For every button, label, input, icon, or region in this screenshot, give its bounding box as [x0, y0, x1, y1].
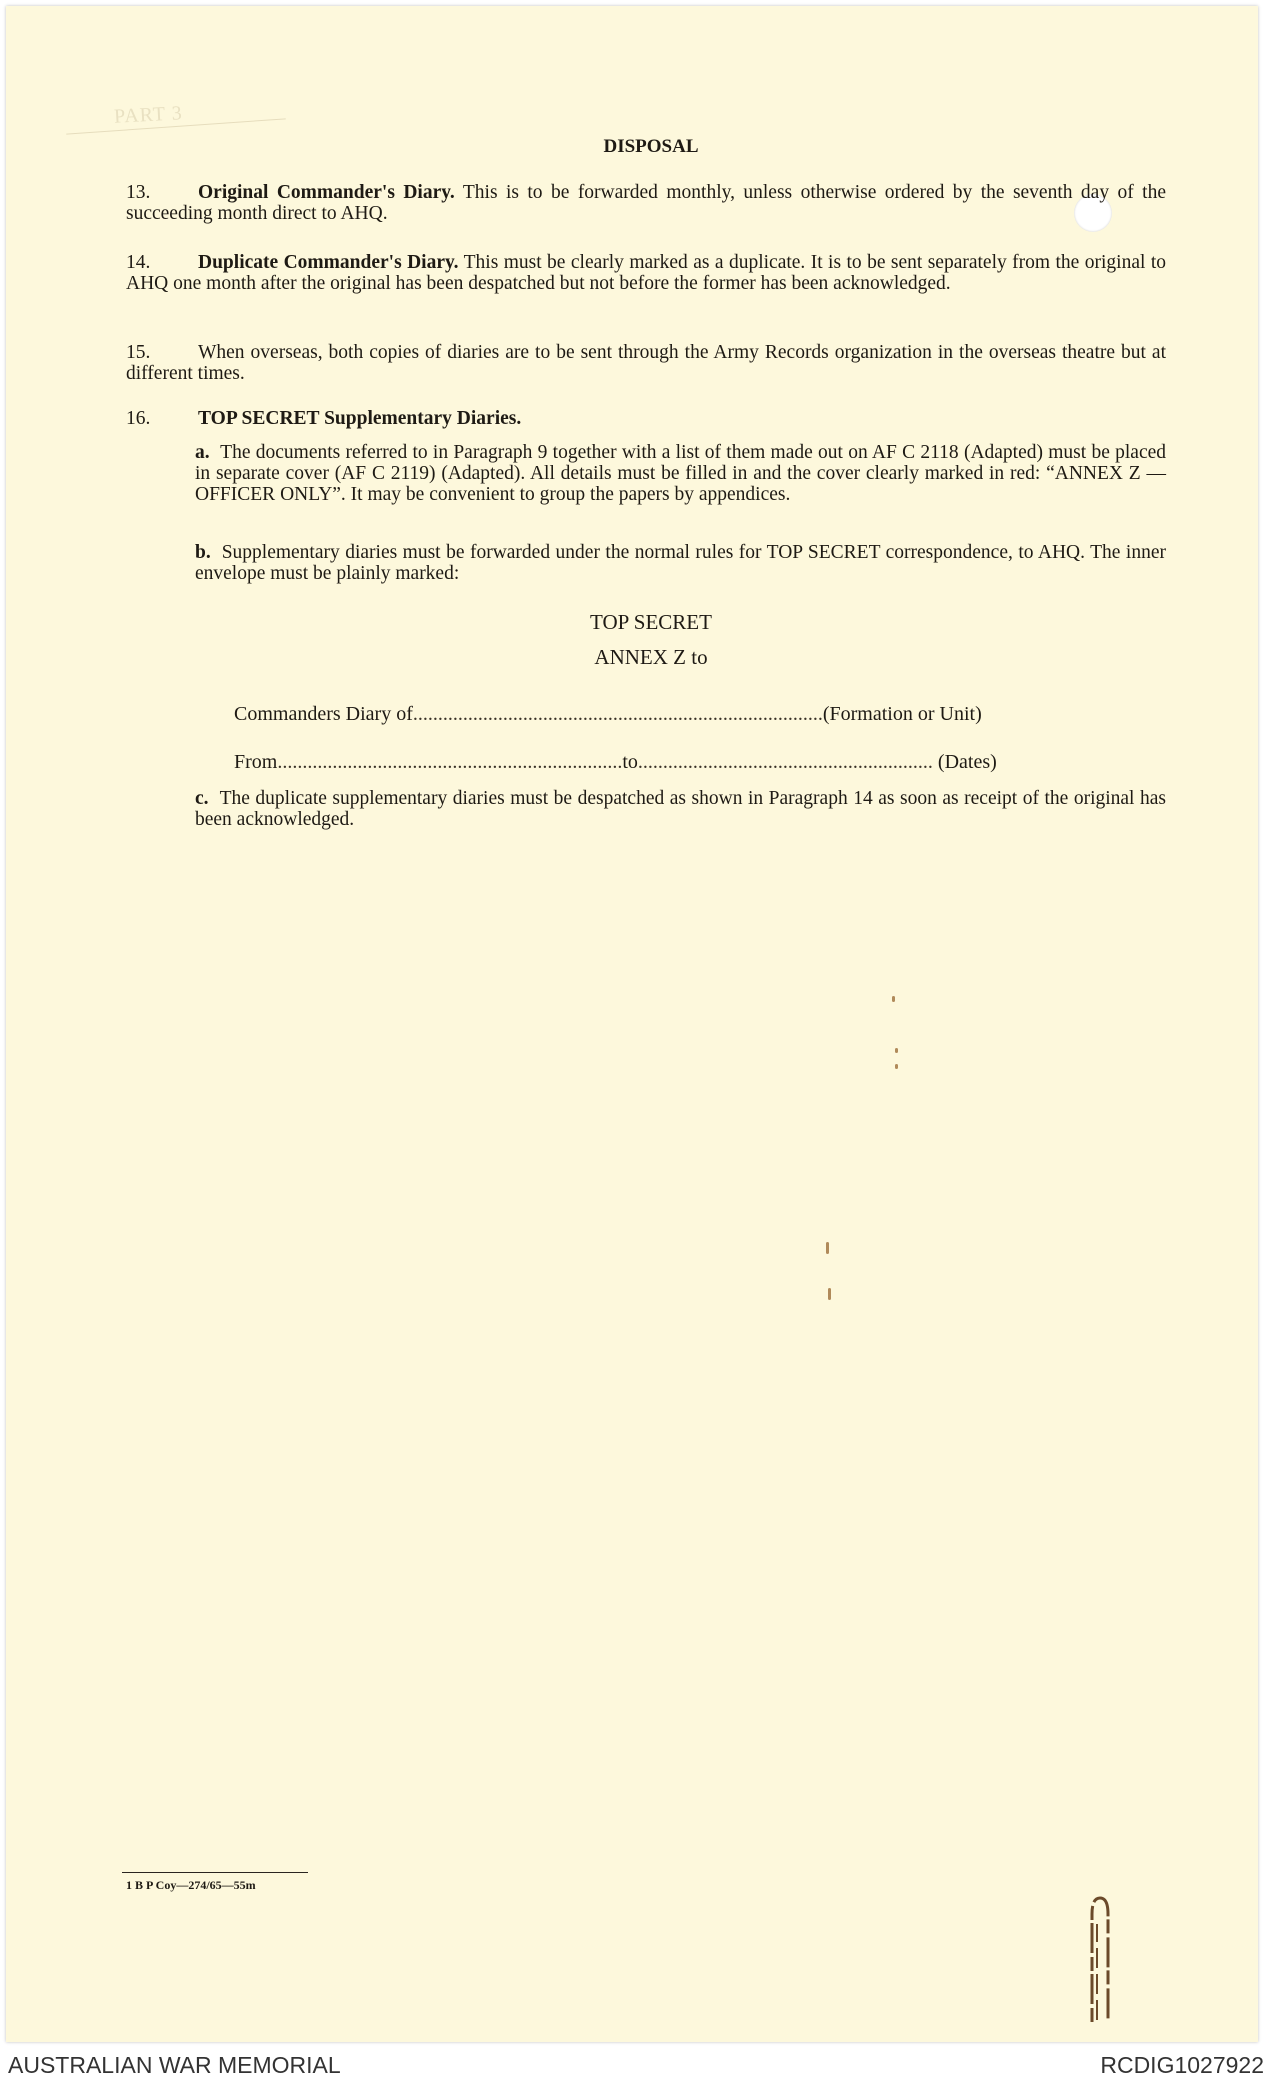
form-diary-label: Commanders Diary of: [234, 703, 413, 725]
paragraph-text: When overseas, both copies of diaries are to be sent through the Army Records organization in the overseas theatre but at different times.: [126, 342, 1166, 384]
subparagraph-a: [195, 442, 1166, 505]
paragraph-title: TOP SECRET Supplementary Diaries.: [198, 408, 522, 429]
paragraph-text: This must be clearly marked as a duplicate. It is to be sent separately from the original to AHQ one month after the original has been despatched but not before the former has been acknowledged.: [126, 252, 1166, 294]
paragraph-number: 15.: [126, 342, 151, 363]
form-line-diary: [234, 703, 1064, 726]
foxing-spot: [826, 1242, 829, 1254]
paragraph-number: 16.: [126, 408, 151, 429]
form-to-label: to: [622, 751, 638, 773]
paragraph-15: [126, 342, 1166, 384]
subparagraph-text: The duplicate supplementary diaries must be despatched as shown in Paragraph 14 as soon as receipt of the original has been acknowledged.: [195, 788, 1166, 830]
marking-top-secret: TOP SECRET: [590, 610, 712, 634]
subparagraph-b: [195, 542, 1166, 584]
paragraph-14: [126, 252, 1166, 294]
foxing-spot: [895, 1048, 898, 1053]
foxing-spot: [892, 996, 895, 1002]
foxing-spot: [895, 1064, 898, 1069]
paragraph-text: This is to be forwarded monthly, unless otherwise ordered by the seventh day of the succeeding month direct to AHQ.: [126, 182, 1166, 224]
subparagraph-text: Supplementary diaries must be forwarded under the normal rules for TOP SECRET correspondence, to AHQ. The inner envelope must be plainly marked:: [195, 542, 1166, 584]
form-dates-suffix: (Dates): [937, 751, 997, 773]
fill-in-dots: ..................................................................................: [412, 703, 823, 725]
subparagraph-text: The documents referred to in Paragraph 9 together with a list of them made out on AF C 2118 (Adapted) must be placed in separate cover (AF C 2119) (Adapted). All details must be filled in and the cover clearly marked in red: “ANNEX Z — OFFICER ONLY”. It may be convenient to group the papers by appendices.: [195, 442, 1167, 505]
paragraph-16: [126, 408, 1166, 429]
paragraph-number: 14.: [126, 252, 151, 273]
form-diary-suffix: (Formation or Unit): [822, 703, 982, 725]
credit-catalogue-id: RCDIG1027922: [1100, 2052, 1264, 2078]
footer-rule: [122, 1872, 308, 1873]
form-from-label: From: [234, 751, 278, 773]
paragraph-title: Original Commander's Diary.: [198, 182, 455, 203]
marking-annex-z: ANNEX Z to: [594, 645, 708, 669]
credit-institution: AUSTRALIAN WAR MEMORIAL: [8, 2052, 341, 2078]
fill-in-dots: ...........................................................: [637, 751, 933, 773]
fill-in-dots: .....................................................................: [277, 751, 623, 773]
paragraph-title: Duplicate Commander's Diary.: [198, 252, 459, 273]
subparagraph-label: b.: [195, 542, 211, 563]
paragraph-13: [126, 182, 1166, 224]
document-page: [6, 6, 1258, 2042]
faint-part-header: PART 3: [113, 102, 184, 128]
subparagraph-label: a.: [195, 442, 210, 463]
foxing-spot: [828, 1288, 831, 1300]
section-heading: DISPOSAL: [603, 136, 699, 157]
form-line-dates: [234, 751, 1064, 774]
printer-imprint: 1 B P Coy—274/65—55m: [126, 1878, 256, 1892]
paper-clip-stain: [1086, 1894, 1112, 2024]
subparagraph-c: [195, 788, 1166, 830]
subparagraph-label: c.: [195, 788, 209, 809]
paragraph-number: 13.: [126, 182, 151, 203]
